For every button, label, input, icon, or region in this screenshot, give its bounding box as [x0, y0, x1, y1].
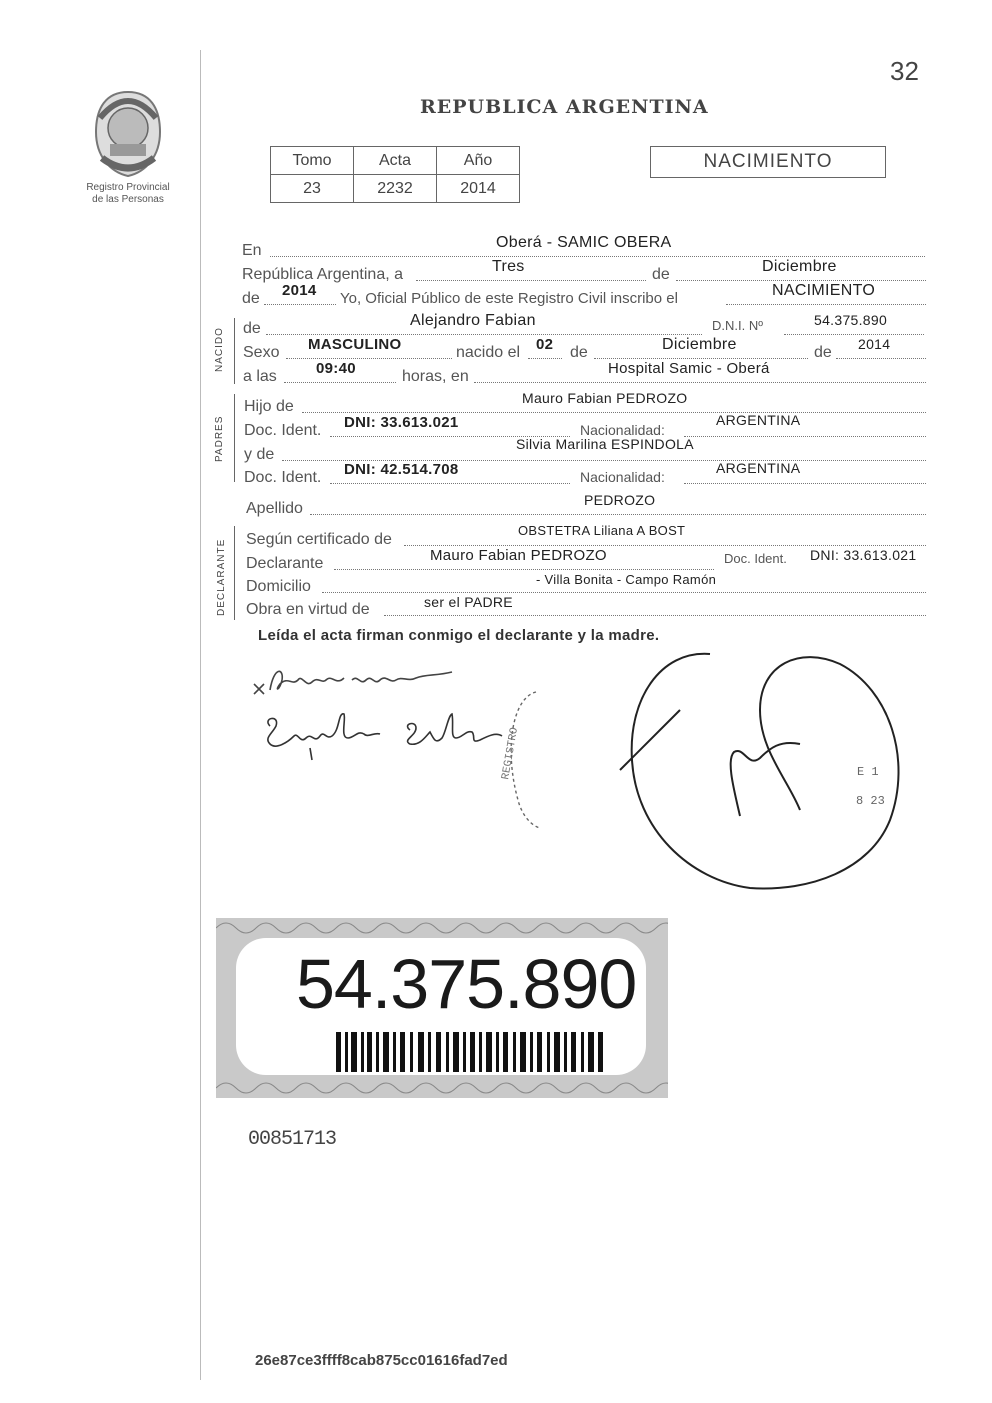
time-value: 09:40 — [316, 360, 356, 377]
fill-line — [270, 256, 925, 257]
fill-line — [416, 280, 646, 281]
de2-label: de — [242, 290, 260, 307]
nacido-el-label: nacido el — [456, 344, 521, 361]
fill-line — [302, 412, 926, 413]
de-label: de — [570, 344, 588, 361]
serial-number: 00851713 — [248, 1128, 337, 1151]
alas-label: a las — [243, 368, 277, 385]
document-title: REPUBLICA ARGENTINA — [420, 96, 709, 118]
section-bar — [234, 318, 235, 384]
en-label: En — [242, 242, 262, 259]
fill-line — [334, 569, 714, 570]
nacionalidad-label: Nacionalidad: — [580, 469, 665, 485]
mother-name-value: Silvia Marilina ESPINDOLA — [516, 436, 694, 452]
fill-line — [784, 334, 924, 335]
fill-line — [684, 436, 926, 437]
sexo-label: Sexo — [243, 344, 280, 361]
birth-place-value: Hospital Samic - Oberá — [608, 360, 770, 377]
document-hash: 26e87ce3ffff8cab875cc01616fad7ed — [255, 1352, 508, 1369]
left-margin-rule — [200, 50, 201, 1380]
fill-line — [836, 358, 926, 359]
dni-stamp — [216, 918, 668, 1098]
decl-doc-label: Doc. Ident. — [724, 551, 787, 566]
stamp-dni-number: 54.375.890 — [296, 945, 637, 1023]
declarante-section-label: DECLARANTE — [216, 538, 227, 616]
obra-label: Obra en virtud de — [246, 601, 370, 618]
logo-caption-2: de las Personas — [92, 194, 164, 205]
de-label: de — [814, 344, 832, 361]
yde-label: y de — [244, 446, 275, 463]
tomo-value: 23 — [271, 175, 354, 203]
certificado-value: OBSTETRA Liliana A BOST — [518, 523, 686, 538]
horas-label: horas, en — [402, 368, 469, 385]
barcode-icon — [336, 1032, 606, 1072]
fill-line — [330, 483, 570, 484]
misiones-emblem-icon — [88, 88, 168, 180]
section-bar — [234, 526, 235, 620]
stamp-panel — [236, 938, 646, 1075]
act-kind-value: NACIMIENTO — [772, 282, 876, 299]
record-type-box: NACIMIENTO — [650, 146, 886, 178]
fill-line — [474, 382, 926, 383]
fill-line — [310, 514, 926, 515]
anio-value: 2014 — [437, 175, 520, 203]
de-label: de — [652, 266, 670, 283]
fill-line — [284, 382, 396, 383]
fill-line — [404, 545, 926, 546]
nacido-de-label: de — [243, 320, 261, 337]
fill-line — [322, 592, 926, 593]
fill-line — [286, 358, 452, 359]
province-logo — [78, 88, 178, 206]
doc-label: Doc. Ident. — [244, 422, 322, 439]
mother-doc-value: DNI: 42.514.708 — [344, 461, 459, 478]
domicilio-label: Domicilio — [246, 578, 311, 595]
apellido-value: PEDROZO — [584, 492, 656, 508]
domicilio-value: - Villa Bonita - Campo Ramón — [536, 572, 717, 587]
logo-caption-1: Registro Provincial — [86, 182, 170, 193]
certificado-label: Según certificado de — [246, 531, 392, 548]
fill-line — [384, 615, 926, 616]
father-name-value: Mauro Fabian PEDROZO — [522, 390, 688, 406]
obra-value: ser el PADRE — [424, 594, 513, 610]
hijo-label: Hijo de — [244, 398, 294, 415]
doc-label: Doc. Ident. — [244, 469, 322, 486]
year-value: 2014 — [282, 282, 317, 299]
seal-fragment: 8 23 — [856, 794, 885, 808]
declarante-value: Mauro Fabian PEDROZO — [430, 547, 607, 564]
tomo-header: Tomo — [271, 147, 354, 175]
mother-nat-value: ARGENTINA — [716, 460, 801, 476]
father-signature — [254, 671, 452, 694]
place-value: Oberá - SAMIC OBERA — [496, 234, 672, 251]
seal-fragment: E 1 — [857, 765, 879, 779]
svg-text:REGISTRO: REGISTRO — [500, 726, 522, 781]
month-value: Diciembre — [762, 258, 837, 275]
fill-line — [266, 334, 702, 335]
birth-year-value: 2014 — [858, 336, 891, 352]
fill-line — [264, 304, 336, 305]
signatures-and-seal — [240, 640, 920, 910]
dni-label: D.N.I. Nº — [712, 318, 763, 333]
birth-month-value: Diciembre — [662, 336, 737, 353]
closing-note: Leída el acta firman conmigo el declarante y la madre. — [258, 627, 660, 644]
fill-line — [594, 358, 808, 359]
day-value: Tres — [492, 258, 525, 275]
acta-header: Acta — [354, 147, 437, 175]
apellido-label: Apellido — [246, 500, 303, 517]
page-number: 32 — [890, 56, 919, 86]
fill-line — [676, 280, 926, 281]
mother-signature — [268, 714, 502, 760]
father-doc-value: DNI: 33.613.021 — [344, 414, 459, 431]
fill-line — [726, 304, 926, 305]
official-seal — [500, 692, 540, 828]
acta-value: 2232 — [354, 175, 437, 203]
republica-label: República Argentina, a — [242, 266, 403, 283]
child-dni-value: 54.375.890 — [814, 312, 888, 328]
nacido-section-label: NACIDO — [214, 327, 225, 372]
child-name-value: Alejandro Fabian — [410, 312, 536, 329]
anio-header: Año — [437, 147, 520, 175]
father-nat-value: ARGENTINA — [716, 412, 801, 428]
nacionalidad-label: Nacionalidad: — [580, 422, 665, 438]
oficial-text: Yo, Oficial Público de este Registro Civil inscribo el — [340, 290, 678, 307]
section-bar — [234, 394, 235, 482]
padres-section-label: PADRES — [214, 415, 225, 462]
declarante-doc-value: DNI: 33.613.021 — [810, 547, 917, 563]
fill-line — [528, 358, 562, 359]
sexo-value: MASCULINO — [308, 336, 402, 353]
birth-day-value: 02 — [536, 336, 554, 353]
fill-line — [684, 483, 926, 484]
register-table — [270, 146, 520, 203]
declarante-label: Declarante — [246, 555, 324, 572]
